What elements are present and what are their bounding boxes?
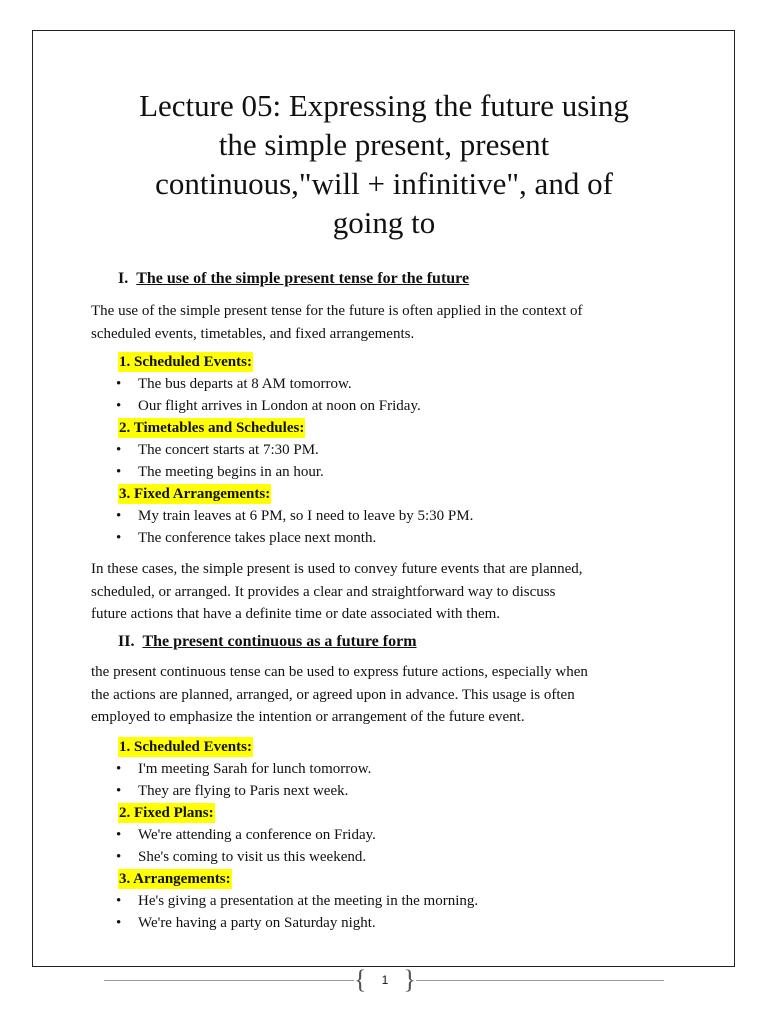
title-line: continuous,"will + infinitive", and of — [155, 166, 613, 201]
list-item: • He's giving a presentation at the meeting in the morning. — [116, 893, 479, 909]
paragraph-line: future actions that have a definite time or date associated with them. — [91, 606, 501, 622]
list-item: • The meeting begins in an hour. — [116, 464, 324, 480]
section-heading-2 — [118, 633, 417, 651]
page-number-box — [354, 966, 416, 996]
list-item: • I'm meeting Sarah for lunch tomorrow. — [116, 761, 372, 777]
highlight-label: 2. Fixed Plans: — [119, 805, 214, 821]
list-item: • The bus departs at 8 AM tomorrow. — [116, 376, 352, 392]
paragraph-line: the present continuous tense can be used to express future actions, especially when — [91, 664, 588, 680]
paragraph-line: scheduled events, timetables, and fixed arrangements. — [91, 325, 415, 342]
list-item: • We're attending a conference on Friday. — [116, 827, 376, 843]
left-brace-icon: { — [354, 965, 367, 994]
section-heading-text: The use of the simple present tense for the future — [136, 270, 470, 287]
list-item: • My train leaves at 6 PM, so I need to leave by 5:30 PM. — [116, 508, 474, 524]
highlight-label: 2. Timetables and Schedules: — [119, 420, 305, 436]
title-line: the simple present, present — [218, 127, 550, 162]
list-item-text: We're attending a conference on Friday. — [138, 827, 376, 843]
page-number: 1 — [381, 973, 389, 987]
list-item-text: The concert starts at 7:30 PM. — [138, 442, 319, 458]
footer-rule-right — [416, 980, 664, 981]
list-item-text: The conference takes place next month. — [138, 530, 377, 546]
highlight-label: 1. Scheduled Events: — [119, 739, 252, 755]
title-line: going to — [332, 205, 436, 240]
list-item: • They are flying to Paris next week. — [116, 783, 349, 799]
highlight-label: 3. Arrangements: — [119, 871, 231, 887]
section2-intro — [91, 661, 675, 729]
list-item-text: My train leaves at 6 PM, so I need to leave by 5:30 PM. — [138, 508, 474, 524]
paragraph-line: scheduled, or arranged. It provides a clear and straightforward way to discuss — [91, 583, 556, 600]
list-item-text: The meeting begins in an hour. — [138, 464, 324, 480]
list-item-text: Our flight arrives in London at noon on Friday. — [138, 398, 421, 414]
right-brace-icon: } — [403, 965, 416, 994]
list-item-text: I'm meeting Sarah for lunch tomorrow. — [138, 761, 372, 777]
paragraph-line: In these cases, the simple present is used to convey future events that are planned, — [91, 561, 583, 577]
list-item-text: They are flying to Paris next week. — [138, 783, 349, 799]
highlight-label: 3. Fixed Arrangements: — [119, 486, 271, 502]
section-numeral: I. — [118, 270, 129, 287]
paragraph-line: the actions are planned, arranged, or agreed upon in advance. This usage is often — [91, 686, 575, 703]
footer-rule-left — [104, 980, 354, 981]
list-item: • The concert starts at 7:30 PM. — [116, 442, 319, 458]
title-line: Lecture 05: Expressing the future using — [139, 88, 629, 123]
lecture-title — [60, 86, 708, 242]
highlight-label: 1. Scheduled Events: — [119, 354, 252, 370]
list-item-text: He's giving a presentation at the meeting in the morning. — [138, 893, 479, 909]
list-item: • Our flight arrives in London at noon on Friday. — [116, 398, 421, 414]
list-item-text: We're having a party on Saturday night. — [138, 915, 376, 931]
section1-intro — [91, 300, 675, 345]
list-item-text: She's coming to visit us this weekend. — [138, 849, 367, 865]
section-heading-text: The present continuous as a future form — [142, 633, 417, 650]
paragraph-line: The use of the simple present tense for the future is often applied in the context of — [91, 303, 583, 319]
section-numeral: II. — [118, 633, 135, 650]
section1-outro — [91, 558, 675, 626]
list-item: • We're having a party on Saturday night. — [116, 915, 376, 931]
list-item: • She's coming to visit us this weekend. — [116, 849, 367, 865]
paragraph-line: employed to emphasize the intention or arrangement of the future event. — [91, 709, 525, 725]
list-item: • The conference takes place next month. — [116, 530, 377, 546]
section-heading-1 — [118, 270, 469, 288]
list-item-text: The bus departs at 8 AM tomorrow. — [138, 376, 352, 392]
